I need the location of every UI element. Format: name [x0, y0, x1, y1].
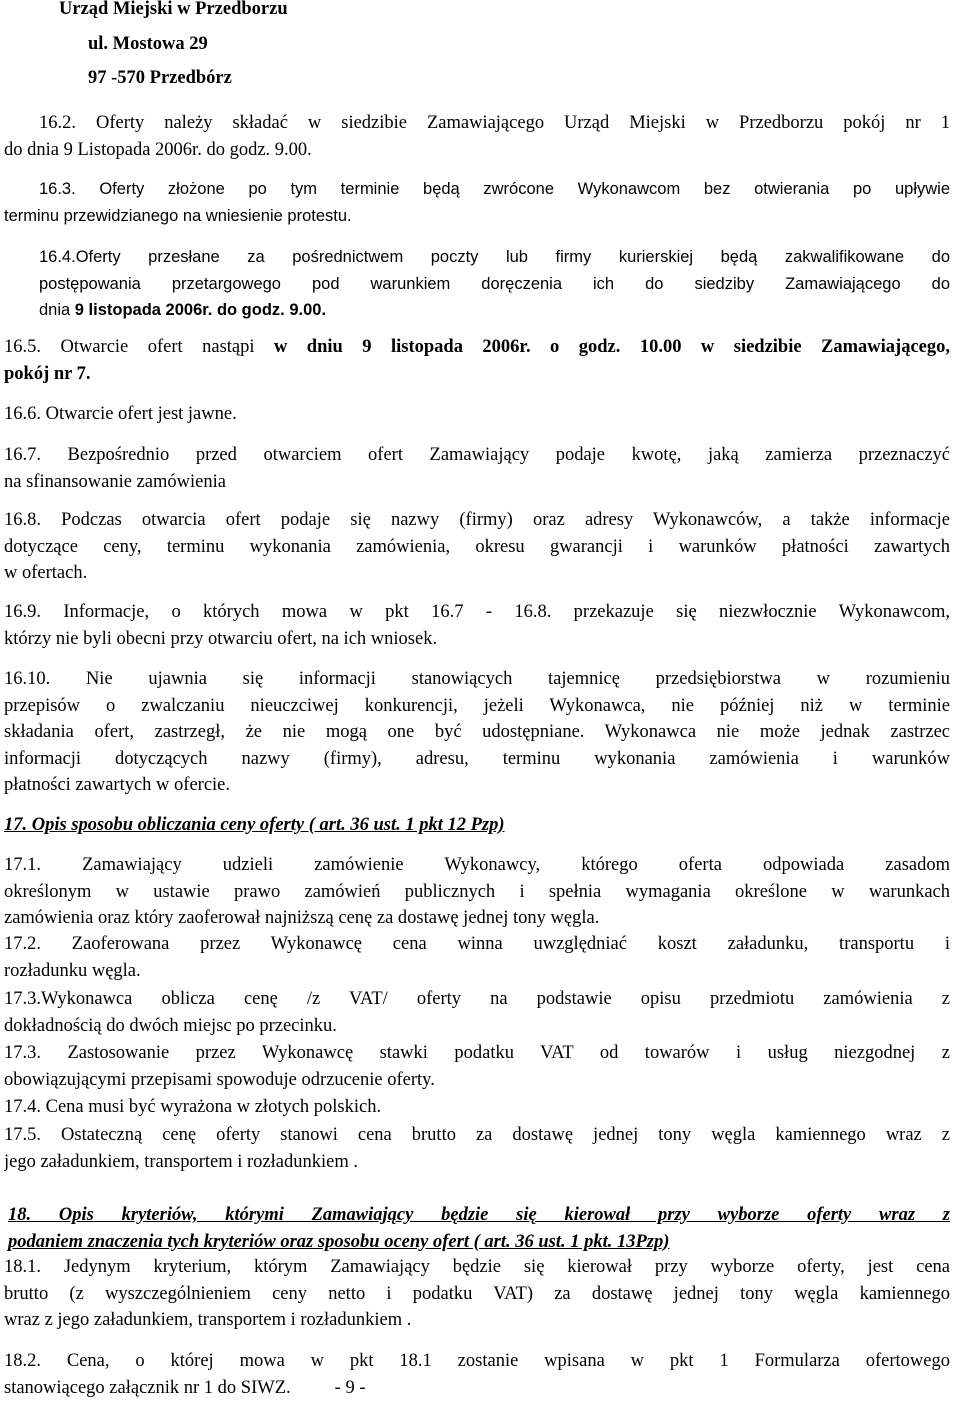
- text-line: 17.5. Ostateczną cenę oferty stanowi cena brutto za dostawę jednej tony węgla kamiennego wraz z: [4, 1125, 950, 1145]
- opening-room: pokój nr 7.: [4, 363, 91, 384]
- text-line: [4, 297, 950, 324]
- text-line: [4, 334, 950, 361]
- text-line: 18.2. Cena, o której mowa w pkt 18.1 zostanie wpisana w pkt 1 Formularza ofertowego: [4, 1351, 950, 1371]
- text-line: którzy nie byli obecni przy otwarciu ofert, na ich wniosek.: [4, 628, 438, 649]
- deadline-date: 9 listopada 2006r. do godz. 9.00.: [74, 301, 327, 319]
- header-address: [4, 0, 950, 92]
- text-line: 17.4. Cena musi być wyrażona w złotych polskich.: [4, 1097, 382, 1117]
- section-18-heading-line2: podaniem znaczenia tych kryteriów oraz sposobu oceny ofert ( art. 36 ust. 1 pkt. 13Pzp): [8, 1231, 670, 1252]
- paragraph-16-5: [4, 334, 950, 387]
- text-line: rozładunku węgla.: [4, 960, 141, 981]
- text-line: określonym w ustawie prawo zamówień publicznych i spełnia wymagania określone w warunkach: [4, 881, 950, 902]
- text-line: 17.2. Zaoferowana przez Wykonawcę cena winna uwzględniać koszt załadunku, transportu i: [4, 934, 950, 954]
- text-line: jego załadunkiem, transportem i rozładunkiem .: [4, 1151, 358, 1172]
- paragraph-16-7: [4, 442, 950, 495]
- text-line: 16.9. Informacje, o których mowa w pkt 16.7 - 16.8. przekazuje się niezwłocznie Wykonawcom,: [4, 602, 950, 622]
- paragraph-18-2: [4, 1348, 950, 1401]
- text-run: 16.5. Otwarcie ofert nastąpi: [4, 337, 274, 357]
- opening-date: w dniu 9 listopada 2006r. o godz. 10.00 w siedzibie Zamawiającego,: [273, 337, 950, 357]
- paragraph-18-1: [4, 1254, 950, 1334]
- text-line: 16.7. Bezpośrednio przed otwarciem ofert Zamawiający podaje kwotę, jaką zamierza przeznaczyć: [4, 445, 950, 465]
- text-line: dokładnością do dwóch miejsc po przecinku.: [4, 1015, 337, 1036]
- paragraph-16-10: [4, 666, 950, 799]
- paragraph-16-8: [4, 507, 950, 587]
- paragraph-16-3: [4, 176, 950, 229]
- text-line: na sfinansowanie zamówienia: [4, 471, 226, 492]
- header-office-name: Urząd Miejski w Przedborzu: [59, 0, 288, 19]
- text-line: przepisów o zwalczaniu nieuczciwej konkurencji, jeżeli Wykonawca, nie później niż w terminie: [4, 695, 950, 716]
- page-number: - 9 -: [334, 1377, 366, 1398]
- text-line: 18.1. Jedynym kryterium, którym Zamawiający będzie się kierował przy wyborze oferty, jest cena: [4, 1257, 950, 1277]
- section-17-heading: 17. Opis sposobu obliczania ceny oferty ( art. 36 ust. 1 pkt 12 Pzp): [4, 815, 505, 835]
- paragraph-17-1: [4, 852, 950, 932]
- text-line: 16.3. Oferty złożone po tym terminie będą zwrócone Wykonawcom bez otwierania po upływie: [39, 180, 950, 198]
- text-line: 17.3. Zastosowanie przez Wykonawcę stawki podatku VAT od towarów i usług niezgodnej z: [4, 1043, 950, 1063]
- text-line: 16.4.Oferty przesłane za pośrednictwem poczty lub firmy kurierskiej będą zakwalifikowane do: [39, 248, 950, 266]
- text-line: brutto (z wyszczególnieniem ceny netto i podatku VAT) za dostawę jednej tony węgla kamiennego: [4, 1283, 950, 1304]
- text-line: składania ofert, zastrzegł, że nie mogą one być udostępniane. Wykonawca nie może jednak zastrzec: [4, 722, 950, 742]
- text-line: do dnia 9 Listopada 2006r. do godz. 9.00.: [4, 139, 312, 160]
- paragraph-16-4: [4, 244, 950, 324]
- text-line: 17.3.Wykonawca oblicza cenę /z VAT/ oferty na podstawie opisu przedmiotu zamówienia z: [4, 989, 950, 1009]
- text-line: 17.1. Zamawiający udzieli zamówienie Wykonawcy, którego oferta odpowiada zasadom: [4, 855, 950, 875]
- text-line: wraz z jego załadunkiem, transportem i rozładunkiem .: [4, 1310, 412, 1330]
- paragraph-17-4: [4, 1094, 950, 1121]
- header-street: ul. Mostowa 29: [88, 33, 208, 54]
- text-line: 16.10. Nie ujawnia się informacji stanowiących tajemnicę przedsiębiorstwa w rozumieniu: [4, 669, 950, 689]
- text-line: postępowania przetargowego pod warunkiem doręczenia ich do siedziby Zamawiającego do: [39, 274, 950, 293]
- text-line: w ofertach.: [4, 563, 88, 583]
- text-line: płatności zawartych w ofercie.: [4, 775, 231, 795]
- section-17-heading-block: [4, 812, 950, 839]
- text-line: zamówienia oraz który zaoferował najniższą cenę za dostawę jednej tony węgla.: [4, 908, 600, 928]
- text-line: terminu przewidzianego na wniesienie protestu.: [4, 206, 352, 225]
- text-line: 16.6. Otwarcie ofert jest jawne.: [4, 404, 237, 424]
- text-line: 16.2. Oferty należy składać w siedzibie Zamawiającego Urząd Miejski w Przedborzu pokój nr 1: [39, 113, 950, 133]
- paragraph-17-3: [4, 986, 950, 1039]
- paragraph-17-2: [4, 931, 950, 984]
- paragraph-17-5: [4, 1122, 950, 1175]
- paragraph-16-9: [4, 599, 950, 652]
- paragraph-16-6: [4, 401, 950, 428]
- text-line: obowiązującymi przepisami spowoduje odrzucenie oferty.: [4, 1069, 435, 1090]
- section-18-heading-line1: 18. Opis kryteriów, którymi Zamawiający będzie się kierował przy wyborze oferty wraz z: [8, 1205, 950, 1225]
- header-city: 97 -570 Przedbórz: [88, 68, 232, 88]
- text-line: dotyczące ceny, terminu wykonania zamówienia, okresu gwarancji i warunków płatności zawartych: [4, 536, 950, 557]
- text-line: informacji dotyczących nazwy (firmy), adresu, terminu wykonania zamówienia i warunków: [4, 748, 950, 769]
- text-line: [4, 1375, 950, 1402]
- paragraph-16-2: [4, 110, 950, 163]
- text-run: dnia: [39, 301, 75, 319]
- text-run: stanowiącego załącznik nr 1 do SIWZ.: [4, 1377, 291, 1398]
- text-line: 16.8. Podczas otwarcia ofert podaje się nazwy (firmy) oraz adresy Wykonawców, a także informacje: [4, 510, 950, 530]
- paragraph-17-3b: [4, 1040, 950, 1093]
- section-18-heading-block: [4, 1202, 950, 1255]
